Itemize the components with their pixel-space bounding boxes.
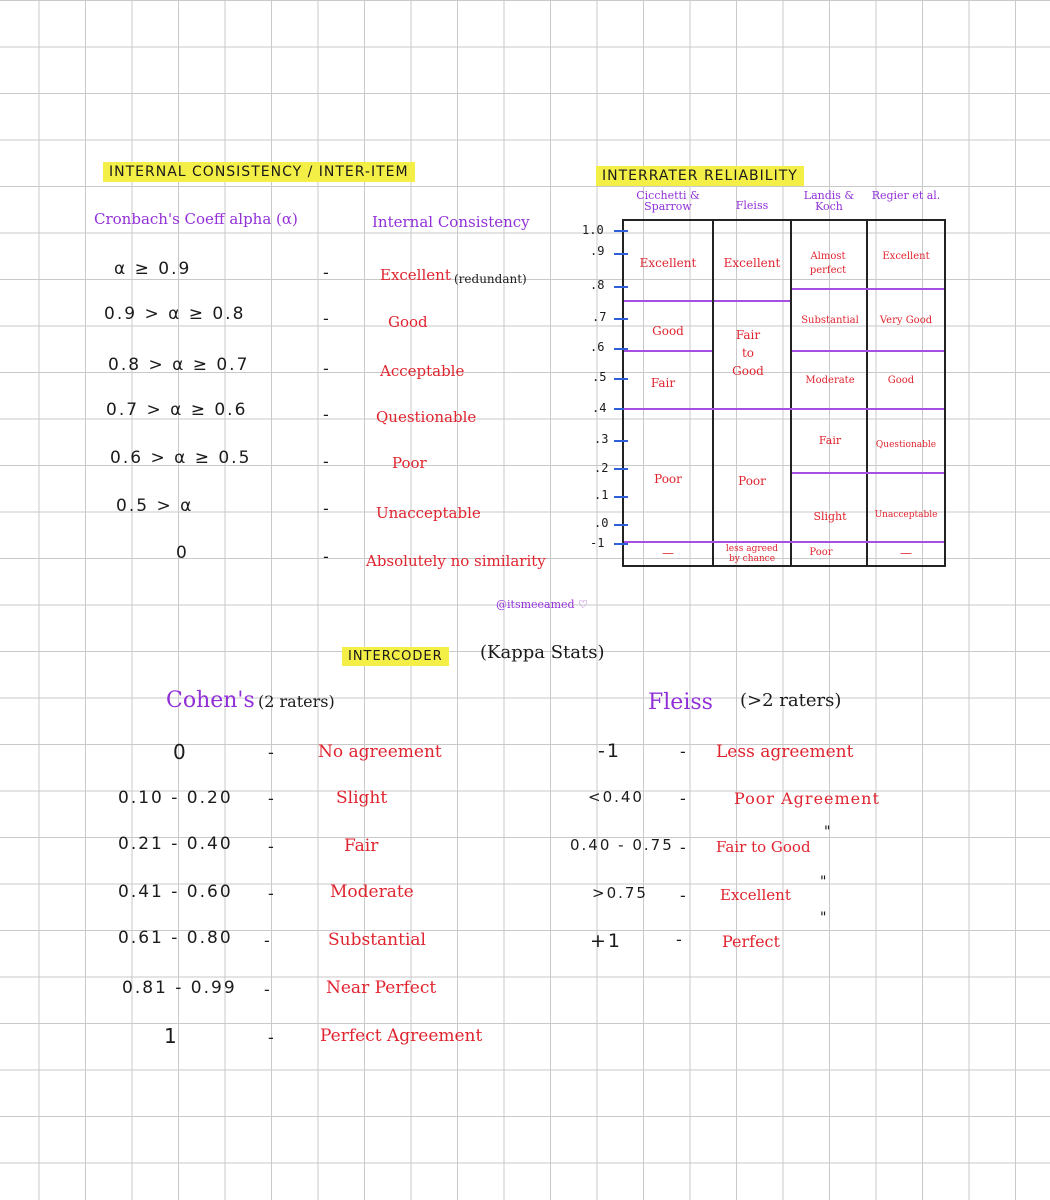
- cohen-label: Slight: [336, 788, 388, 808]
- dash: -: [323, 452, 329, 471]
- dash: -: [680, 838, 686, 857]
- alpha-label: Good: [388, 313, 428, 331]
- y-tick-label: .8: [590, 278, 605, 292]
- regier-cell: Excellent: [882, 251, 930, 262]
- fleiss-range: 0.40 - 0.75: [570, 836, 674, 854]
- cohen-label: Substantial: [328, 930, 426, 950]
- y-tick-label: .0: [594, 516, 609, 530]
- alpha-label: Excellent: [380, 266, 451, 284]
- intercoder-heading: INTERCODER: [342, 647, 449, 666]
- dash: -: [268, 884, 274, 903]
- alpha-note: (redundant): [454, 272, 527, 286]
- fleiss-cell: Excellent: [723, 256, 781, 270]
- band-line: [624, 408, 944, 410]
- cicchetti-cell: Good: [652, 324, 684, 338]
- dash: -: [268, 837, 274, 856]
- alpha-condition: 0.8 > α ≥ 0.7: [108, 355, 250, 375]
- dash: -: [268, 1028, 274, 1047]
- table-right-border: [944, 219, 946, 567]
- col-header-cicchetti: Cicchetti & Sparrow: [636, 189, 700, 213]
- alpha-label: Questionable: [376, 408, 477, 426]
- dash: -: [323, 547, 329, 566]
- fleiss-label: Perfect: [722, 932, 780, 951]
- dash: -: [680, 742, 686, 761]
- y-tick: [614, 524, 628, 526]
- dash: -: [264, 931, 270, 950]
- y-tick-label: .9: [590, 244, 605, 258]
- regier-cell: —: [900, 546, 912, 560]
- y-tick-label: .6: [590, 340, 605, 354]
- alpha-condition: 0.7 > α ≥ 0.6: [106, 400, 248, 420]
- y-tick-label: 1.0: [582, 223, 604, 237]
- dash: -: [268, 789, 274, 808]
- band-line: [792, 288, 944, 290]
- cohen-label: Near Perfect: [326, 978, 437, 998]
- y-tick: [614, 468, 628, 470]
- fleiss-label: Less agreement: [716, 742, 854, 762]
- y-tick-label: -1: [590, 536, 605, 550]
- fleiss-cell: Fair to Good: [732, 328, 764, 378]
- alpha-label: Absolutely no similarity: [366, 552, 546, 570]
- alpha-condition: 0.6 > α ≥ 0.5: [110, 448, 252, 468]
- cohens-title: Cohen's: [166, 688, 255, 713]
- cicchetti-cell: Fair: [650, 376, 676, 390]
- y-tick-label: .2: [594, 461, 609, 475]
- cohen-range: 0.21 - 0.40: [118, 834, 233, 854]
- y-tick-label: .7: [592, 310, 607, 324]
- col-header-regier: Regier et al.: [871, 189, 941, 202]
- cohen-label: Moderate: [330, 882, 414, 902]
- band-line: [792, 350, 944, 352]
- alpha-condition: α ≥ 0.9: [114, 259, 192, 279]
- dash: -: [268, 743, 274, 762]
- band-line: [624, 350, 712, 352]
- dash: -: [676, 930, 682, 949]
- dash: -: [680, 886, 686, 905]
- author-credit: @itsmeeamed ♡: [496, 598, 588, 611]
- cronbach-column-header: Cronbach's Coeff alpha (α): [94, 210, 298, 228]
- cohen-range: 0.41 - 0.60: [118, 882, 233, 902]
- landis-cell: Poor: [809, 547, 833, 558]
- landis-cell: Substantial: [801, 315, 859, 326]
- ditto-mark: ": [820, 910, 827, 926]
- cohen-range: 0.10 - 0.20: [118, 788, 233, 808]
- col-header-landis: Landis & Koch: [803, 189, 855, 213]
- internal-consistency-column-header: Internal Consistency: [372, 213, 530, 231]
- fleiss-label: Fair to Good: [716, 838, 811, 856]
- fleiss-cell: less agreed by chance: [725, 544, 779, 564]
- table-left-border: [622, 219, 624, 567]
- alpha-label: Unacceptable: [376, 504, 481, 522]
- dash: -: [323, 309, 329, 328]
- interrater-heading: INTERRATER RELIABILITY: [596, 166, 804, 186]
- dash: -: [680, 789, 686, 808]
- alpha-condition: 0.9 > α ≥ 0.8: [104, 304, 246, 324]
- y-tick: [614, 543, 628, 545]
- table-bottom-border: [624, 565, 946, 567]
- band-line: [792, 472, 944, 474]
- col-header-fleiss: Fleiss: [735, 199, 769, 212]
- y-tick-label: .5: [592, 370, 607, 384]
- band-line: [624, 541, 944, 543]
- y-tick-label: .3: [594, 432, 609, 446]
- cohen-label: Perfect Agreement: [320, 1026, 483, 1046]
- fleiss-label: Poor Agreement: [734, 789, 880, 808]
- y-tick: [614, 253, 628, 255]
- regier-cell: Good: [887, 375, 915, 386]
- cicchetti-cell: Poor: [654, 472, 682, 486]
- y-tick: [614, 496, 628, 498]
- y-tick-label: .1: [594, 488, 609, 502]
- cohen-range: 1: [164, 1024, 179, 1048]
- y-tick-label: .4: [592, 401, 607, 415]
- cohen-label: Fair: [344, 836, 379, 856]
- fleiss-cell: Poor: [738, 474, 766, 488]
- ditto-mark: ": [820, 874, 827, 890]
- internal-consistency-heading: INTERNAL CONSISTENCY / INTER-ITEM: [103, 162, 415, 182]
- regier-cell: Very Good: [879, 315, 933, 326]
- fleiss-range: >0.75: [592, 884, 648, 902]
- y-tick: [614, 230, 628, 232]
- band-line: [624, 300, 712, 302]
- col-divider: [712, 219, 714, 567]
- cohen-range: 0.61 - 0.80: [118, 928, 233, 948]
- landis-cell: Slight: [813, 510, 847, 523]
- fleiss-range: +1: [590, 930, 623, 952]
- alpha-condition: 0.5 > α: [116, 496, 194, 516]
- regier-cell: Questionable: [875, 440, 937, 450]
- alpha-label: Acceptable: [380, 362, 465, 380]
- cicchetti-cell: Excellent: [639, 256, 697, 270]
- fleiss-label: Excellent: [720, 886, 791, 904]
- dash: -: [323, 499, 329, 518]
- y-tick: [614, 440, 628, 442]
- landis-cell: Moderate: [805, 375, 855, 386]
- cohen-label: No agreement: [318, 742, 442, 762]
- dash: -: [323, 263, 329, 282]
- regier-cell: Unacceptable: [874, 510, 938, 520]
- landis-cell: Fair: [818, 434, 842, 447]
- fleiss-title: Fleiss: [648, 690, 713, 715]
- cohen-range: 0: [173, 740, 188, 764]
- alpha-label: Poor: [392, 454, 427, 472]
- fleiss-range: -1: [598, 740, 621, 762]
- dash: -: [323, 359, 329, 378]
- y-tick: [614, 318, 628, 320]
- cohen-range: 0.81 - 0.99: [122, 978, 237, 998]
- ditto-mark: ": [824, 824, 831, 840]
- fleiss-note: (>2 raters): [740, 690, 842, 711]
- table-top-border: [624, 219, 946, 221]
- intercoder-subheading: (Kappa Stats): [480, 642, 605, 663]
- y-tick: [614, 286, 628, 288]
- band-line: [714, 300, 790, 302]
- landis-cell: Almost perfect: [809, 251, 847, 276]
- dash: -: [264, 980, 270, 999]
- cicchetti-cell: —: [662, 546, 674, 560]
- alpha-condition: 0: [176, 543, 189, 563]
- cohens-note: (2 raters): [258, 692, 335, 711]
- dash: -: [323, 405, 329, 424]
- fleiss-range: <0.40: [588, 788, 644, 806]
